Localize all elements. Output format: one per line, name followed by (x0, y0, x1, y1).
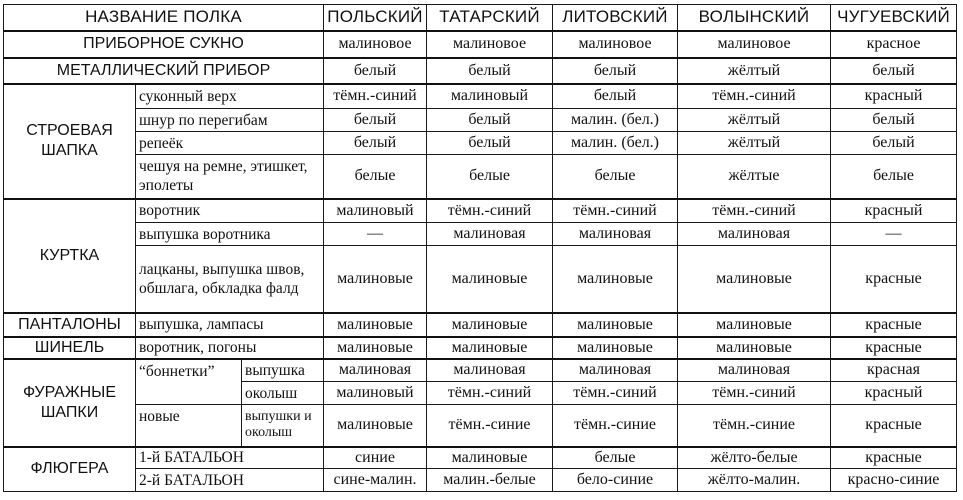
table-cell: — (324, 223, 427, 246)
table-cell: белый (324, 58, 427, 84)
table-cell: белые (553, 155, 678, 199)
table-cell: малиновые (427, 246, 553, 313)
table-cell: белый (831, 109, 957, 132)
table-cell: малиновый (324, 382, 427, 405)
sub-label: репеёк (136, 132, 324, 155)
table-cell: малиновое (427, 31, 553, 58)
table-cell: тёмн.-синий (553, 199, 678, 223)
table-cell: белый (427, 132, 553, 155)
uniform-colors-table (3, 4, 957, 492)
table-cell: белые (831, 155, 957, 199)
table-cell: малин.-белые (427, 469, 553, 492)
table-cell: малиновые (427, 337, 553, 359)
sub-label: 1-й БАТАЛЬОН (136, 447, 324, 469)
table-cell: тёмн.-синий (324, 84, 427, 109)
table-cell: тёмн.-синие (678, 405, 831, 447)
table-cell: белые (427, 155, 553, 199)
row-label: ПАНТАЛОНЫ (4, 313, 136, 337)
table-cell: сине-малин. (324, 469, 427, 492)
group-label-jacket: КУРТКА (4, 199, 136, 313)
table-cell: малин. (бел.) (553, 109, 678, 132)
table-cell: красные (831, 313, 957, 337)
group-label-pennants: ФЛЮГЕРА (4, 447, 136, 492)
table-cell: красно-синие (831, 469, 957, 492)
table-row (4, 405, 957, 447)
header-regiment-chuguev: ЧУГУЕВСКИЙ (831, 5, 957, 31)
table-cell: жёлтый (678, 132, 831, 155)
table-cell: тёмн.-синий (427, 382, 553, 405)
table-cell: тёмн.-синий (678, 382, 831, 405)
table-cell: жёлтый (678, 58, 831, 84)
table-row (4, 58, 957, 84)
table-cell: красные (831, 447, 957, 469)
table-cell: красные (831, 246, 957, 313)
sub-sub-label: околыш (242, 382, 324, 405)
table-cell: белый (553, 58, 678, 84)
table-cell: белый (324, 132, 427, 155)
table-cell: тёмн.-синие (553, 405, 678, 447)
table-cell: малиновые (678, 337, 831, 359)
table-cell: малиновые (324, 246, 427, 313)
table-cell: жёлтые (678, 155, 831, 199)
table-cell: жёлто-белые (678, 447, 831, 469)
table-cell: тёмн.-синий (678, 84, 831, 109)
table-cell: малиновое (324, 31, 427, 58)
row-label: МЕТАЛЛИЧЕСКИЙ ПРИБОР (4, 58, 324, 84)
table-cell: красный (831, 382, 957, 405)
header-regiment-tatar: ТАТАРСКИЙ (427, 5, 553, 31)
table-row (4, 246, 957, 313)
table-row (4, 337, 957, 359)
table-cell: малиновые (324, 405, 427, 447)
table-cell: белый (831, 58, 957, 84)
table-cell: тёмн.-синие (427, 405, 553, 447)
table-cell: малиновые (427, 447, 553, 469)
table-cell: красные (831, 405, 957, 447)
sub-label-new: новые (136, 405, 242, 447)
table-cell: белый (324, 109, 427, 132)
sub-label: выпушка воротника (136, 223, 324, 246)
table-cell: малиновые (324, 313, 427, 337)
table-cell: малиновые (553, 337, 678, 359)
sub-label: суконный верх (136, 84, 324, 109)
table-cell: малиновая (553, 359, 678, 382)
table-cell: белые (553, 447, 678, 469)
table-cell: белый (427, 58, 553, 84)
table-cell: малиновый (324, 199, 427, 223)
table-row (4, 132, 957, 155)
table-row (4, 447, 957, 469)
table-row (4, 223, 957, 246)
table-cell: малиновые (553, 313, 678, 337)
sub-label: лацканы, выпушка швов, обшлага, обкладка фалд (136, 246, 324, 313)
table-row (4, 84, 957, 109)
header-row (4, 5, 957, 31)
row-label: ПРИБОРНОЕ СУКНО (4, 31, 324, 58)
table-cell: бело-синие (553, 469, 678, 492)
table-cell: белый (427, 109, 553, 132)
table-cell: жёлто-малин. (678, 469, 831, 492)
table-cell: малиновое (678, 31, 831, 58)
header-regiment-volyn: ВОЛЫНСКИЙ (678, 5, 831, 31)
table-cell: малиновые (324, 337, 427, 359)
table-row (4, 109, 957, 132)
table-cell: малиновая (678, 359, 831, 382)
table-cell: малиновая (678, 223, 831, 246)
table-cell: малиновая (427, 223, 553, 246)
group-label-caps: ФУРАЖНЫЕ ШАПКИ (4, 359, 136, 447)
table-cell: красная (831, 359, 957, 382)
group-label-shako: СТРОЕВАЯ ШАПКА (4, 84, 136, 199)
table-cell: тёмн.-синий (678, 199, 831, 223)
table-cell: малиновые (678, 246, 831, 313)
table-cell: тёмн.-синий (553, 382, 678, 405)
table-cell: малиновая (324, 359, 427, 382)
table-cell: тёмн.-синий (427, 199, 553, 223)
table-cell: малиновые (678, 313, 831, 337)
table-cell: — (831, 223, 957, 246)
table-row (4, 155, 957, 199)
sub-sub-label: выпушка (242, 359, 324, 382)
table-cell: жёлтый (678, 109, 831, 132)
sub-label: чешуя на ремне, этишкет, эполеты (136, 155, 324, 199)
table-cell: синие (324, 447, 427, 469)
table-row (4, 31, 957, 58)
table-cell: белые (324, 155, 427, 199)
sub-label: воротник (136, 199, 324, 223)
table-cell: красный (831, 84, 957, 109)
sub-label: 2-й БАТАЛЬОН (136, 469, 324, 492)
table-cell: малиновое (553, 31, 678, 58)
header-regiment-polish: ПОЛЬСКИЙ (324, 5, 427, 31)
row-label: ШИНЕЛЬ (4, 337, 136, 359)
header-name: НАЗВАНИЕ ПОЛКА (4, 5, 324, 31)
sub-label: выпушка, лампасы (136, 313, 324, 337)
table-cell: малиновые (427, 313, 553, 337)
table-cell: малиновый (427, 84, 553, 109)
table-row (4, 359, 957, 382)
table-row (4, 313, 957, 337)
sub-label-bonnets: “боннетки” (136, 359, 242, 405)
table-row (4, 469, 957, 492)
sub-label: шнур по перегибам (136, 109, 324, 132)
table-cell: красное (831, 31, 957, 58)
sub-label: воротник, погоны (136, 337, 324, 359)
table-cell: красный (831, 199, 957, 223)
table-cell: малиновая (553, 223, 678, 246)
table-row (4, 199, 957, 223)
table-cell: красные (831, 337, 957, 359)
table-cell: белый (553, 84, 678, 109)
header-regiment-lithuanian: ЛИТОВСКИЙ (553, 5, 678, 31)
table-cell: малин. (бел.) (553, 132, 678, 155)
table-cell: белый (831, 132, 957, 155)
table-cell: малиновая (427, 359, 553, 382)
table-cell: малиновые (553, 246, 678, 313)
sub-sub-label: выпушки и околыш (242, 405, 324, 447)
